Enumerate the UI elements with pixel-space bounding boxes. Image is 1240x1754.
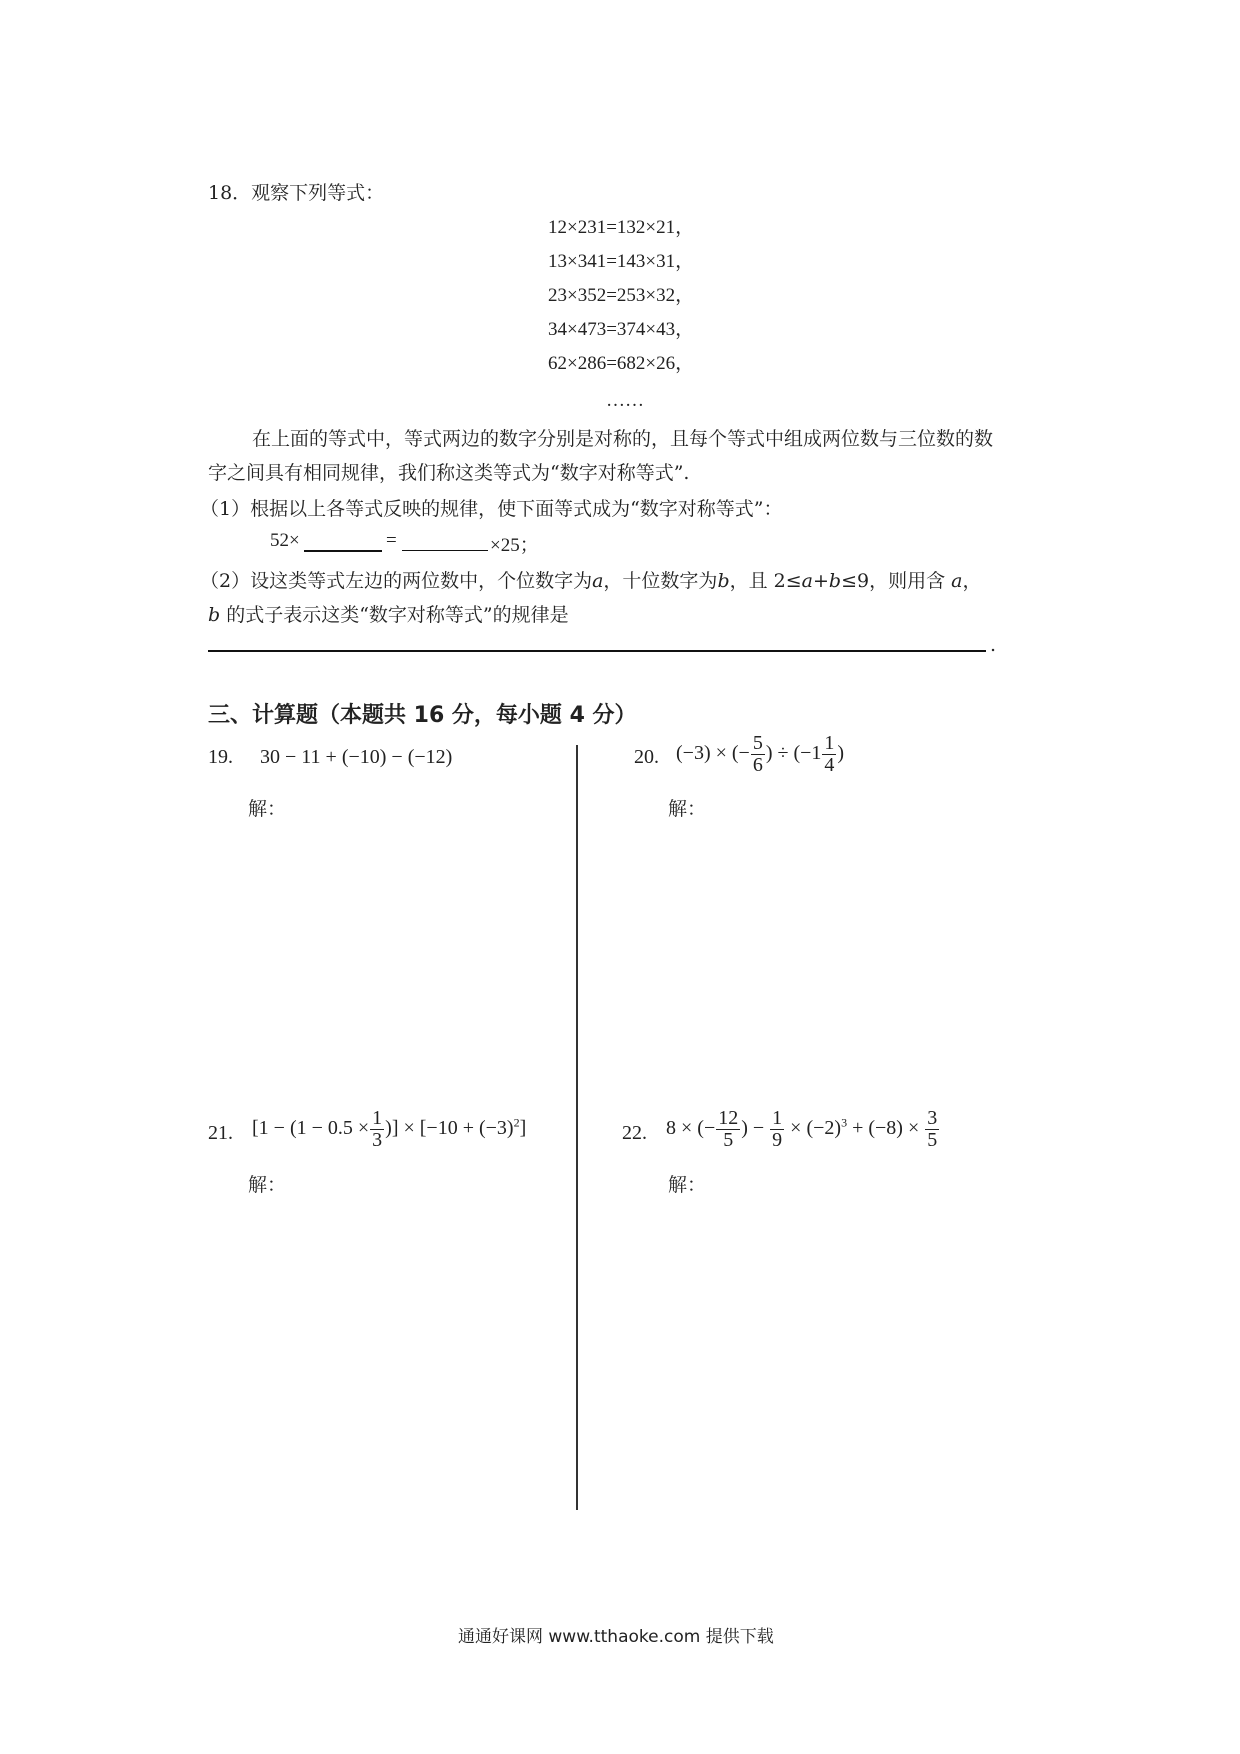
q21-solution-label: 解： (248, 1174, 287, 1196)
section-3-heading: 三、计算题（本题共 16 分，每小题 4 分） (208, 703, 637, 728)
q18-part1-eq-equals: = (386, 530, 397, 551)
q18-part2-line-1: （2）设这类等式左边的两位数中，个位数字为a，十位数字为b，且 2≤a+b≤9，则用含 a， (200, 570, 982, 592)
footer-source: 通通好课网 www.tthaoke.com 提供下载 (458, 1627, 774, 1647)
q21-number: 21. (208, 1122, 233, 1144)
q18-equation-5: 62×286=682×26， (548, 353, 695, 374)
q19-solution-label: 解： (248, 798, 287, 820)
q22-fraction-1: $\frac{12}{5}$ (718, 1107, 739, 1151)
q18-title: 18．观察下列等式： (208, 182, 385, 204)
q18-equation-3: 23×352=253×32， (548, 285, 695, 306)
q18-part2-line-2: b 的式子表示这类“数字对称等式”的规律是 (208, 604, 569, 626)
q18-part1-text: （1）根据以上各等式反映的规律，使下面等式成为“数字对称等式”： (200, 498, 783, 520)
q18-part1-blank-1[interactable] (304, 550, 382, 552)
q18-equation-4: 34×473=374×43， (548, 319, 695, 340)
column-divider (576, 745, 578, 1510)
q18-equation-1: 12×231=132×21， (548, 217, 695, 238)
q22-solution-label: 解： (668, 1174, 707, 1196)
q18-part2-answer-blank[interactable] (208, 650, 986, 652)
q20-fraction-1: $\frac{5}{6}$ (752, 732, 763, 776)
q19-number: 19. (208, 746, 233, 768)
q21-expression: [1 − (1 − 0.5 × $\frac{1}{3}$ )] × $[-10 + (-3)^2]$ (252, 1107, 527, 1151)
q22-expression: 8 × (− $\frac{12}{5}$ ) − $\frac{1}{9}$ × $(-2)^3 + (-8)$ × $\frac{3}{5}$ (666, 1107, 938, 1151)
q19-expression: 30 − 11 + (−10) − (−12) (260, 746, 453, 768)
q20-fraction-2: $\frac{1}{4}$ (824, 732, 835, 776)
q20-solution-label: 解： (668, 798, 707, 820)
q20-number: 20. (634, 746, 659, 768)
q18-part1-blank-2[interactable] (402, 550, 488, 551)
q22-number: 22. (622, 1122, 647, 1144)
q18-part1-eq-right: ×25； (490, 535, 539, 556)
q22-fraction-3: $\frac{3}{5}$ (927, 1107, 938, 1151)
q18-paragraph-line-2: 字之间具有相同规律，我们称这类等式为“数字对称等式”. (208, 462, 690, 484)
q21-fraction: $\frac{1}{3}$ (372, 1107, 383, 1151)
q18-end-period: . (990, 634, 997, 656)
q18-paragraph-line-1: 在上面的等式中，等式两边的数字分别是对称的，且每个等式中组成两位数与三位数的数 (252, 428, 994, 450)
q18-equation-2: 13×341=143×31， (548, 251, 695, 272)
q18-part1-eq-left: 52× (270, 530, 300, 551)
q18-ellipsis: …… (606, 390, 644, 411)
q20-expression: (−3) × (− $\frac{5}{6}$ ) ÷ (−1 $\frac{1}{4}$ ) (676, 732, 845, 776)
q22-fraction-2: $\frac{1}{9}$ (772, 1107, 783, 1151)
